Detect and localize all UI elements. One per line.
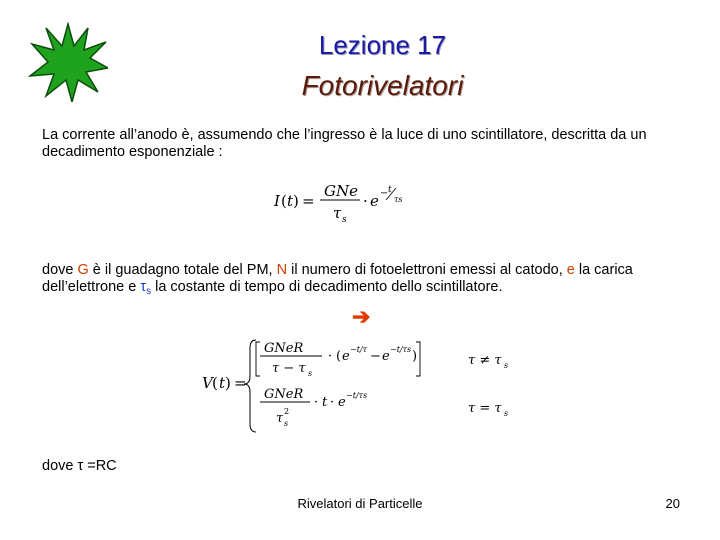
svg-text:τ − τ: τ − τ [272, 361, 306, 376]
svg-text:τ ≠ τ: τ ≠ τ [468, 353, 502, 368]
slide-title: Lezione 17 [318, 30, 447, 60]
svg-text:s: s [308, 369, 313, 378]
svg-text:e: e [370, 192, 379, 210]
svg-text:GNeR: GNeR [264, 387, 304, 402]
svg-text:τ: τ [276, 411, 284, 426]
svg-text:−: − [370, 349, 381, 364]
svg-text:−t/τs: −t/τs [390, 345, 412, 354]
svg-text:s: s [504, 361, 509, 370]
definition-paragraph: dove G è il guadagno totale del PM, N il numero di fotoelettroni emessi al catodo, e la carica dell’elettrone e $\tau_s$ la costante di tempo di decadimento dello scintillatore. [42, 262, 633, 297]
svg-text:=: = [302, 192, 315, 210]
svg-text:=: = [234, 374, 247, 392]
page-number: 20 [665, 496, 680, 511]
svg-text:): ) [293, 192, 299, 210]
intro-paragraph: La corrente all’anodo è, assumendo che l’ingresso è la luce di uno scintillatore, descritta da un decadimento esponenziale : [42, 127, 647, 160]
svg-text:−t/τ: −t/τ [350, 345, 368, 354]
svg-text:τ = τ: τ = τ [468, 401, 502, 416]
svg-text:GNeR: GNeR [264, 341, 304, 356]
svg-text:e: e [342, 349, 350, 364]
svg-text:t: t [219, 374, 226, 392]
svg-text:t: t [287, 192, 294, 210]
svg-text:τs: τs [394, 195, 403, 204]
svg-text:·: · [363, 192, 368, 210]
footer-text: Rivelatori di Particelle [297, 496, 423, 511]
svg-text:t: t [322, 395, 328, 410]
svg-text:·: · [330, 395, 335, 410]
svg-text:GNe: GNe [324, 182, 358, 200]
slide-subtitle: Fotorivelatori [301, 70, 464, 101]
svg-text:): ) [412, 349, 418, 364]
svg-text:t: t [388, 185, 392, 195]
svg-text:τ: τ [333, 204, 342, 222]
svg-text:(: ( [212, 374, 218, 392]
svg-text:−t/τs: −t/τs [346, 391, 368, 400]
svg-text:s: s [342, 215, 347, 225]
svg-text:s: s [284, 419, 289, 428]
tau-definition: dove τ =RC [42, 458, 117, 474]
svg-text:V: V [202, 374, 213, 392]
svg-text:·: · [328, 349, 333, 364]
svg-text:(: ( [281, 192, 287, 210]
svg-text:s: s [504, 409, 509, 418]
svg-text:): ) [225, 374, 231, 392]
current-formula [270, 178, 410, 228]
svg-text:I: I [274, 192, 280, 210]
voltage-formula [198, 336, 528, 436]
svg-text:2: 2 [284, 407, 290, 416]
svg-text:−: − [380, 188, 389, 199]
svg-text:·: · [314, 395, 319, 410]
right-arrow-icon: ➔ [352, 304, 371, 329]
svg-text:e: e [382, 349, 390, 364]
svg-text:(: ( [336, 349, 342, 364]
svg-text:e: e [338, 395, 346, 410]
